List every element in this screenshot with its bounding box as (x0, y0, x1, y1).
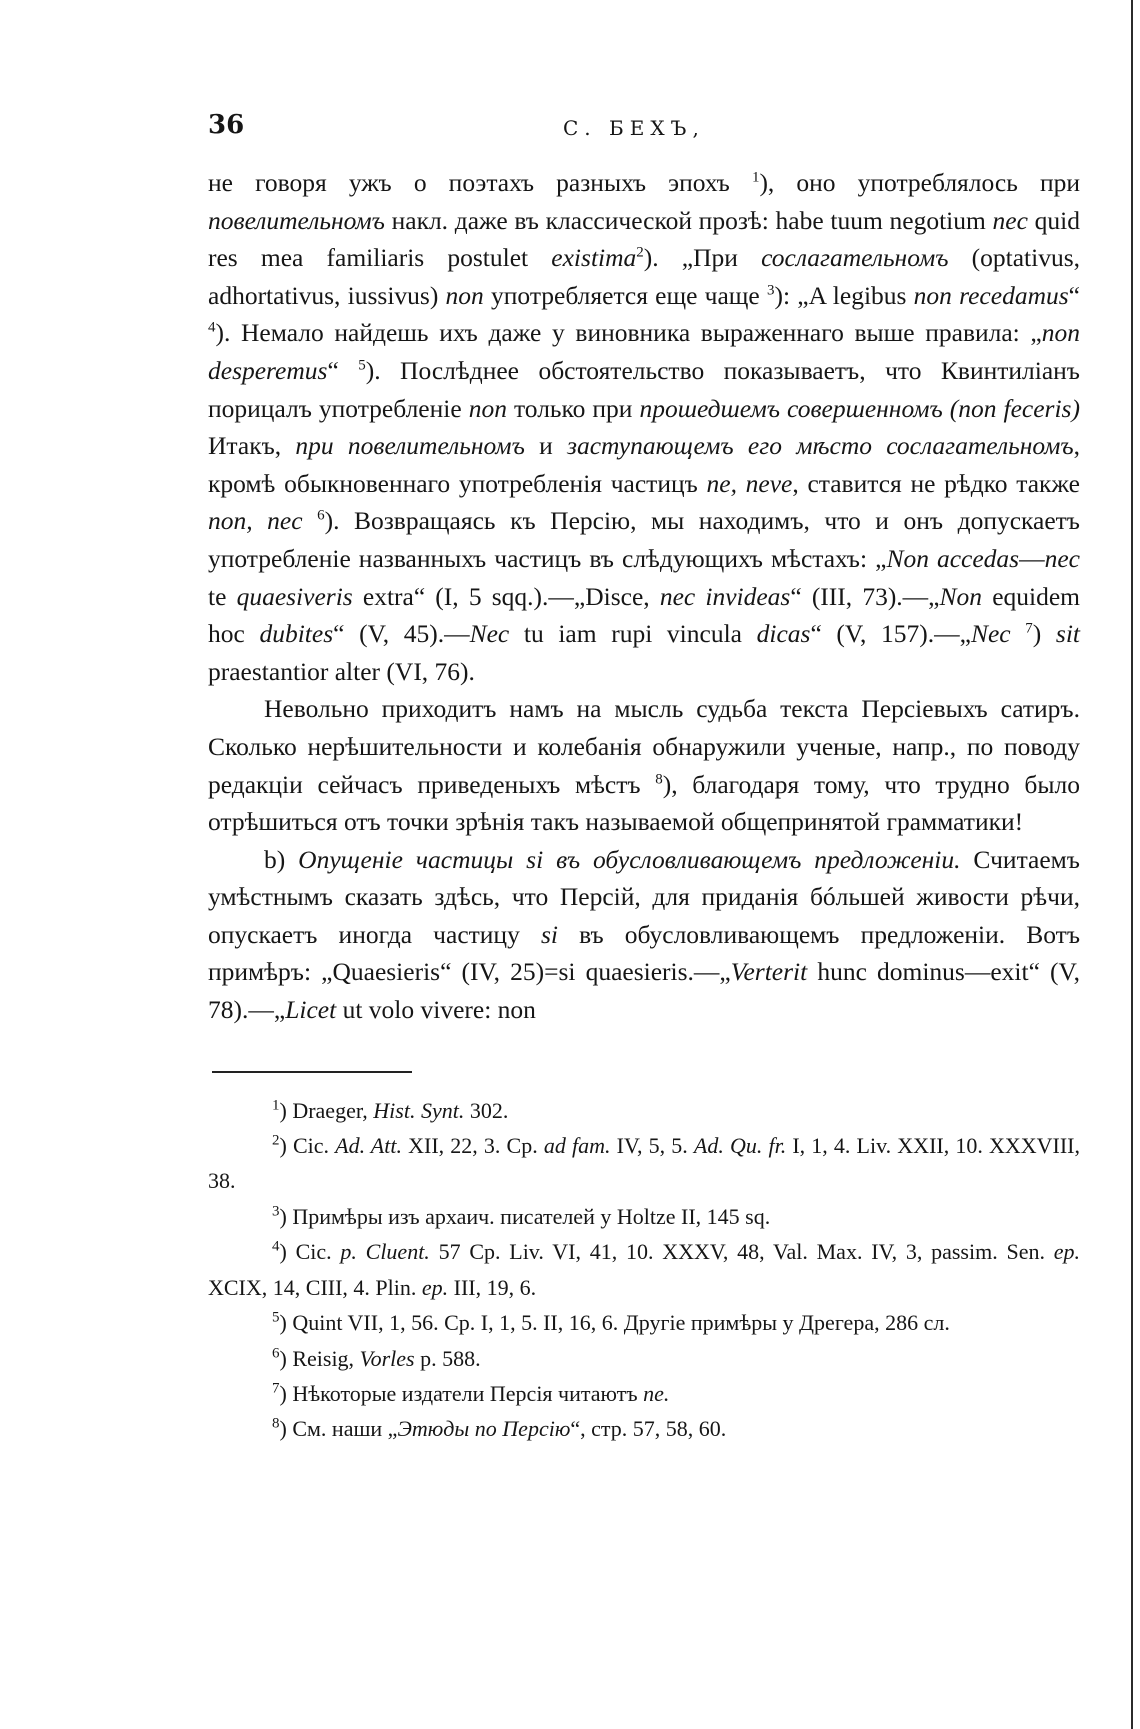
footnote-marker: 3 (272, 1203, 280, 1220)
italic-text: Verterit (730, 957, 808, 987)
text-run: ) (1032, 619, 1056, 649)
text-run: и (524, 431, 567, 461)
italic-text: non desperemus (208, 318, 1080, 385)
text-run: 302. (464, 1097, 509, 1123)
italic-text: non (445, 280, 484, 310)
italic-text: Hist. Synt. (373, 1097, 465, 1123)
text-run: ) Reisig, (279, 1345, 360, 1371)
italic-text: p. Cluent. (340, 1239, 430, 1265)
italic-text: ne, neve (706, 468, 793, 498)
text-run: ) Quint VII, 1, 56. Cp. I, 1, 5. II, 16, 6. Другіе примѣры у Дрегера, 286 сл. (279, 1310, 950, 1336)
footnote-marker: 7 (272, 1380, 280, 1397)
text-run: накл. даже въ классической прозѣ: habe tuum negotium (384, 205, 993, 235)
footnote-marker: 5 (272, 1309, 280, 1326)
text-run: ) Draeger, (279, 1097, 374, 1123)
italic-text: Опущеніе частицы si въ обусловливающемъ предложеніи. (298, 844, 961, 874)
italic-text: si (540, 919, 558, 949)
text-run: “ (327, 355, 359, 385)
italic-text: dicas (756, 619, 811, 649)
text-run: extra“ (I, 5 sqq.).—„Disce, (352, 581, 660, 611)
paragraph (208, 690, 1080, 840)
text-run: I, 1, 4. Liv. XXII, 10. XXXVIII, 38. (208, 1133, 1081, 1194)
footnote (208, 1093, 1080, 1128)
footnotes (208, 1093, 1080, 1447)
text-run: Считаемъ умѣстнымъ сказать здѣсь, что Персій, для приданія бóльшей живости рѣчи, опускаетъ иногда частицу (208, 844, 1080, 949)
text-run: въ обусловливающемъ предложеніи. Вотъ примѣръ: „Quaesieris“ (IV, 25)=si quaesieris.—„ (208, 919, 1080, 987)
text-run: IV, 5, 5. (610, 1133, 694, 1159)
italic-text: Vorles (359, 1345, 415, 1371)
italic-text: повелительномъ (208, 205, 385, 235)
text-run (303, 506, 318, 535)
text-run: ut volo vivere: non (336, 995, 536, 1025)
text-run: “, стр. 57, 58, 60. (570, 1416, 727, 1442)
footnote (208, 1128, 1080, 1199)
footnote-marker: 8 (655, 771, 663, 787)
italic-text: Nec (469, 619, 510, 649)
italic-text: ep. (421, 1274, 449, 1300)
text-run: ): „A legibus (774, 280, 914, 310)
italic-text: non recedamus (913, 280, 1069, 310)
book-page (208, 98, 1080, 1447)
text-run: tu iam rupi vincula (509, 619, 757, 649)
text-run: ). Возвращаясь къ Персію, мы находимъ, что и онъ допускаетъ употребленіе названныхъ частицъ въ слѣдующихъ мѣстахъ: „ (208, 506, 1080, 573)
text-run: XII, 22, 3. Cp. (401, 1133, 544, 1159)
page-edge-line (1131, 0, 1133, 1729)
text-run: ). „При (643, 243, 762, 273)
text-run: ) См. наши „ (279, 1416, 398, 1442)
footnote (208, 1305, 1080, 1340)
text-run: ), благодаря тому, что трудно было отрѣшиться отъ точки зрѣнія такъ называемой общепринятой грамматики! (208, 769, 1080, 837)
italic-text: Licet (285, 995, 337, 1025)
italic-text: ad fam. (543, 1133, 611, 1159)
footnote (208, 1234, 1080, 1305)
text-run: praestantior alter (VI, 76). (208, 656, 475, 686)
text-run: Итакъ, (208, 431, 296, 461)
italic-text: ep. (1053, 1239, 1080, 1265)
main-text (208, 164, 1080, 1029)
footnote-marker: 1 (751, 169, 760, 186)
italic-text: non (468, 393, 507, 423)
text-run: ). Немало найдешь ихъ даже у виновника выраженнаго выше правила: „ (215, 318, 1042, 348)
running-head: С. БЕХЪ, (563, 116, 705, 140)
paragraph (208, 164, 1080, 690)
footnote (208, 1199, 1080, 1234)
italic-text: Ad. Qu. fr. (693, 1133, 787, 1159)
footnote-marker: 1 (272, 1097, 280, 1114)
text-run (1011, 619, 1026, 648)
page-header (208, 98, 1080, 142)
text-run: не говоря ужъ о поэтахъ разныхъ эпохъ (208, 168, 752, 197)
italic-text: existima (551, 243, 637, 273)
footnote-marker: 7 (1025, 620, 1033, 637)
text-run: , кромѣ обыкновеннаго употребленія частицъ (208, 431, 1081, 498)
footnote (208, 1376, 1080, 1411)
text-run: ) Cic. (279, 1239, 341, 1265)
italic-text: dubites (259, 619, 334, 649)
italic-text: Nec (970, 619, 1011, 649)
text-run: употребляется еще чаще (483, 280, 767, 310)
italic-text: заступающемъ его мѣсто сослагательномъ (567, 431, 1074, 461)
text-run: equidem hoc (208, 581, 1080, 649)
footnote-marker: 8 (272, 1415, 280, 1432)
footnote-marker: 3 (766, 282, 775, 299)
italic-text: non, nec (208, 506, 303, 536)
footnote (208, 1411, 1080, 1446)
text-run: 57 Cp. Liv. VI, 41, 10. XXXV, 48, Val. Max. IV, 3, passim. Sen. (429, 1239, 1054, 1265)
italic-text: nec (1044, 543, 1080, 573)
text-run: “ (1068, 280, 1080, 310)
text-run: hunc dominus—exit“ (V, 78).—„ (208, 957, 1080, 1025)
footnote-marker: 6 (272, 1345, 280, 1362)
text-run: te (208, 581, 237, 611)
italic-text: Этюды по Персію (397, 1416, 571, 1442)
text-run: ), оно употреблялось при (759, 168, 1080, 197)
italic-text: Ad. Att. (335, 1133, 402, 1159)
text-run: (optativus, adhortativus, iussivus) (208, 243, 1081, 310)
text-run: ). Послѣднее обстоятельство показываетъ, что Квинтиліанъ порицалъ употребленіе (208, 355, 1080, 423)
footnote-marker: 4 (208, 319, 216, 336)
text-run: только при (506, 393, 640, 423)
text-run: “ (V, 157).—„ (810, 619, 971, 649)
footnote-marker: 5 (358, 357, 366, 374)
text-run: III, 19, 6. (448, 1274, 537, 1300)
page-number: 36 (208, 110, 245, 140)
footnote-marker: 4 (272, 1238, 280, 1255)
paragraph (208, 841, 1080, 1029)
text-run: ) Нѣкоторые издатели Персія читаютъ (279, 1380, 644, 1406)
text-run: p. 588. (414, 1345, 481, 1371)
italic-text: Non (939, 581, 983, 611)
footnote-divider (212, 1071, 412, 1073)
footnote-marker: 6 (317, 507, 325, 524)
text-run: “ (V, 45).— (333, 619, 470, 649)
text-run: XCIX, 14, CIII, 4. Plin. (208, 1274, 422, 1300)
italic-text: nec (992, 205, 1028, 235)
italic-text: sit (1055, 619, 1080, 649)
text-run: b) (264, 844, 299, 874)
italic-text: ne. (643, 1380, 670, 1406)
text-run: , ставится не рѣдко также (792, 468, 1080, 498)
text-run: ) Примѣры изъ архаич. писателей у Holtze II, 145 sq. (279, 1203, 771, 1229)
italic-text: nec invideas (659, 581, 791, 611)
text-run: ) Cic. (279, 1133, 336, 1159)
italic-text: Non accedas (886, 543, 1020, 573)
footnote-marker: 2 (272, 1132, 280, 1149)
text-run: “ (III, 73).—„ (790, 581, 940, 611)
footnote-marker: 2 (636, 244, 644, 261)
italic-text: сослагательномъ (761, 243, 949, 273)
italic-text: прошедшемъ совершенномъ (non feceris) (639, 393, 1080, 423)
text-run: Невольно приходитъ намъ на мысль судьба текста Персіевыхъ сатиръ. Сколько нерѣшительности и колебанія обнаружили ученые, напр., по поводу редакціи сейчасъ приведеныхъ мѣстъ (208, 694, 1080, 799)
footnote (208, 1341, 1080, 1376)
text-run: quid res mea familiaris postulet (208, 205, 1080, 273)
italic-text: при повелительномъ (295, 431, 525, 461)
text-run: — (1019, 543, 1045, 573)
italic-text: quaesiveris (236, 581, 353, 611)
